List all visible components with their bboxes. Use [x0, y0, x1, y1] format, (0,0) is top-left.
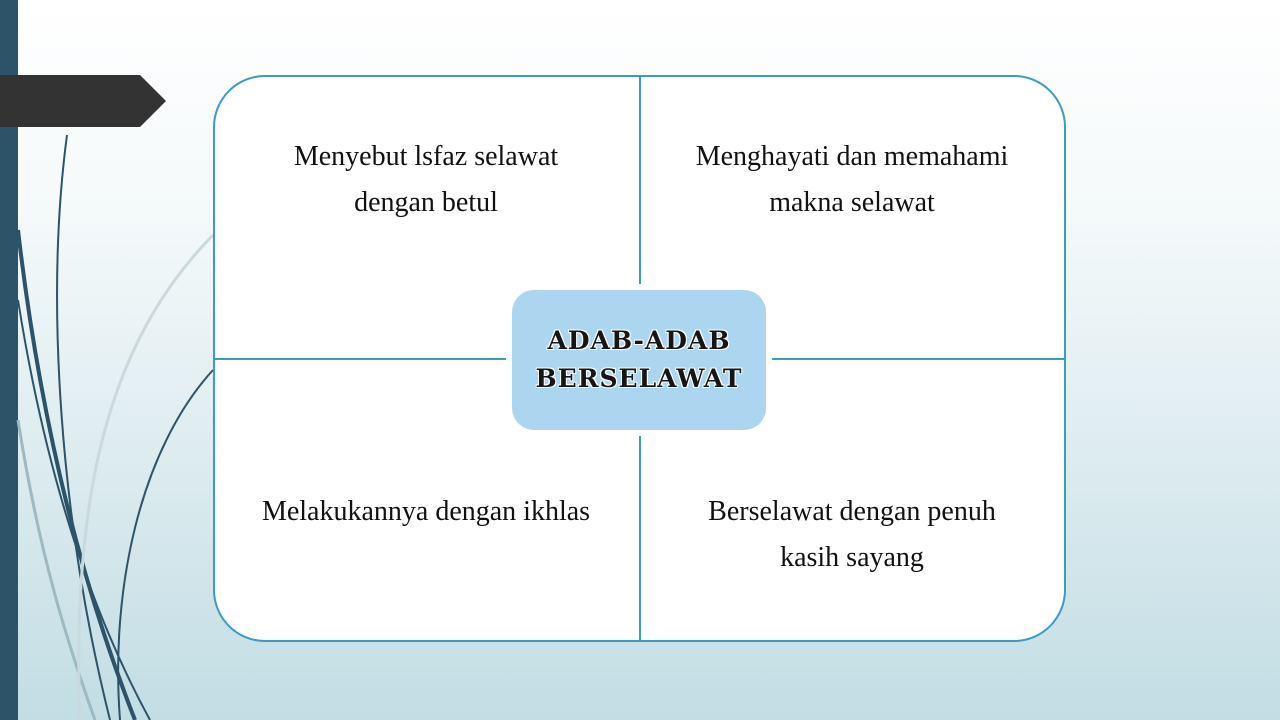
- center-topic-label: ADAB-ADAB BERSELAWAT: [535, 326, 743, 393]
- center-topic-box: [512, 290, 766, 430]
- quadrant-top-left-text: Menyebut lsfaz selawat dengan betul: [293, 141, 559, 218]
- title-tab-shape: [0, 0, 180, 140]
- quadrant-bottom-right-text: Berselawat dengan penuh kasih sayang: [708, 496, 996, 573]
- quadrant-bottom-left-text: Melakukannya dengan ikhlas: [261, 496, 591, 527]
- quadrant-top-right-text: Menghayati dan memahami makna selawat: [695, 141, 1009, 218]
